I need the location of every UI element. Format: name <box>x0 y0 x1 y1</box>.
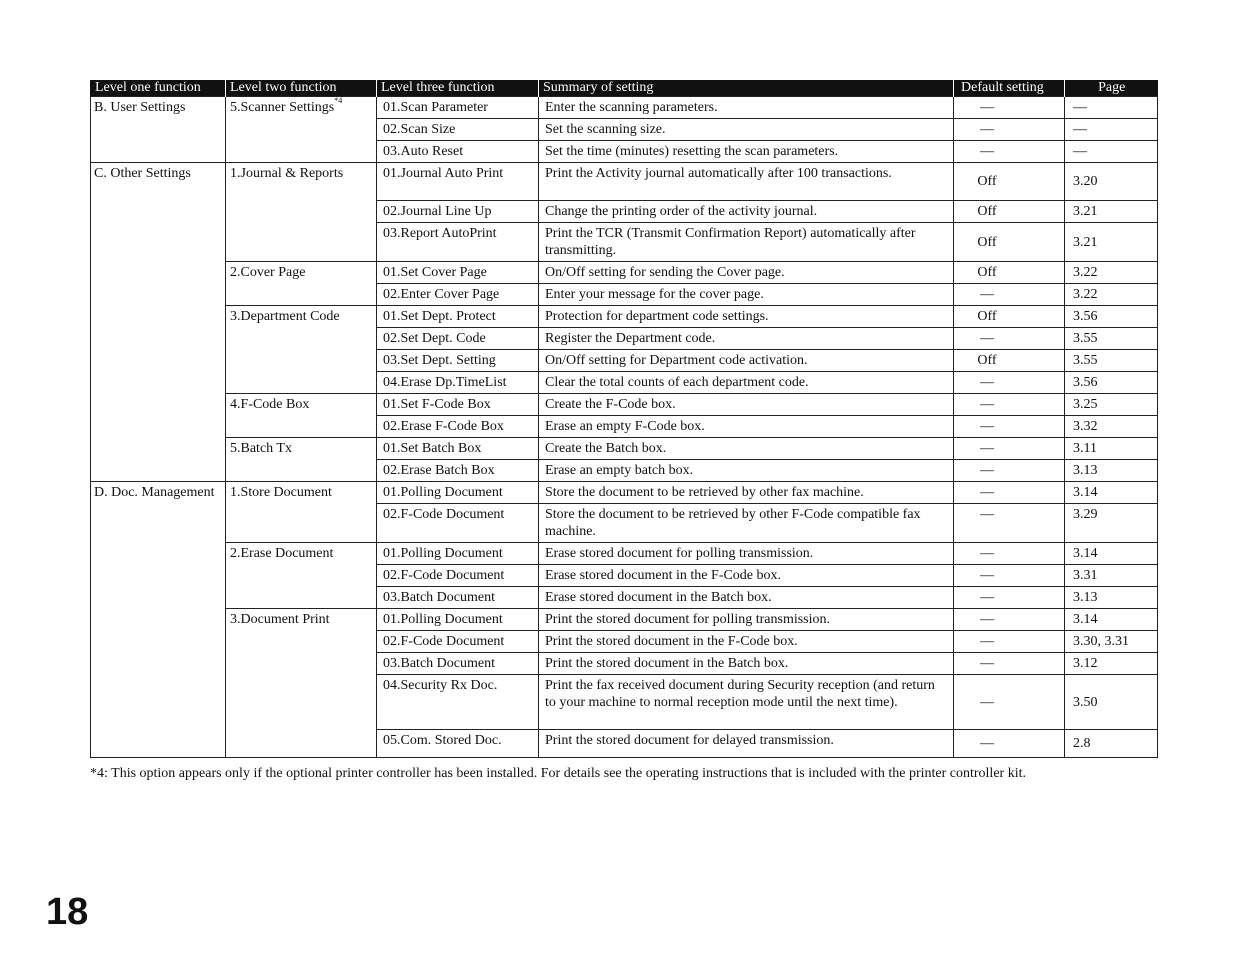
summary-cell: Change the printing order of the activity journal. <box>539 201 954 223</box>
default-setting-cell: — <box>954 460 1065 482</box>
default-setting-cell: — <box>954 416 1065 438</box>
page-cell: 3.30, 3.31 <box>1065 631 1158 653</box>
summary-cell: Print the Activity journal automatically after 100 transactions. <box>539 163 954 201</box>
level-two-cell <box>226 609 377 758</box>
level-three-cell: 02.Erase F-Code Box <box>377 416 539 438</box>
level-three-cell: 03.Batch Document <box>377 653 539 675</box>
default-setting-cell: — <box>954 284 1065 306</box>
level-three-cell: 01.Set Cover Page <box>377 262 539 284</box>
default-setting-cell: Off <box>954 262 1065 284</box>
summary-cell: Erase an empty batch box. <box>539 460 954 482</box>
table-row <box>91 97 1158 119</box>
level-three-cell: 02.F-Code Document <box>377 504 539 543</box>
footnote: *4: This option appears only if the optional printer controller has been installed. For details see the operating instructions that is included with the printer controller kit. <box>90 766 1026 781</box>
table-body <box>91 97 1158 758</box>
page-cell: 3.56 <box>1065 306 1158 328</box>
level-three-cell: 01.Scan Parameter <box>377 97 539 119</box>
page-cell: 3.13 <box>1065 460 1158 482</box>
level-three-cell: 04.Erase Dp.TimeList <box>377 372 539 394</box>
level-three-cell: 05.Com. Stored Doc. <box>377 730 539 758</box>
default-setting-cell: — <box>954 482 1065 504</box>
page-cell: 3.32 <box>1065 416 1158 438</box>
level-one-cell: D. Doc. Management <box>91 482 226 758</box>
level-two-label: 3.Department Code <box>230 309 340 324</box>
level-two-label: 5.Batch Tx <box>230 441 292 456</box>
summary-cell: Create the Batch box. <box>539 438 954 460</box>
summary-cell: On/Off setting for Department code activation. <box>539 350 954 372</box>
default-setting-cell: Off <box>954 306 1065 328</box>
level-two-cell <box>226 438 377 482</box>
page-cell: 3.11 <box>1065 438 1158 460</box>
default-setting-cell: — <box>954 609 1065 631</box>
level-three-cell: 02.Scan Size <box>377 119 539 141</box>
level-two-cell <box>226 163 377 262</box>
header-level-one: Level one function <box>91 80 226 97</box>
level-two-cell <box>226 306 377 394</box>
table-row <box>91 543 1158 565</box>
page-cell: 3.21 <box>1065 201 1158 223</box>
level-two-label: 4.F-Code Box <box>230 397 310 412</box>
page-cell: 3.22 <box>1065 284 1158 306</box>
page-cell: 3.55 <box>1065 350 1158 372</box>
default-setting-cell: Off <box>954 201 1065 223</box>
level-two-label: 3.Document Print <box>230 612 330 627</box>
header-summary: Summary of setting <box>539 80 954 97</box>
default-setting-cell: — <box>954 587 1065 609</box>
summary-cell: Enter the scanning parameters. <box>539 97 954 119</box>
summary-cell: Clear the total counts of each department code. <box>539 372 954 394</box>
summary-cell: Erase stored document in the F-Code box. <box>539 565 954 587</box>
level-two-cell <box>226 262 377 306</box>
level-two-label: 1.Store Document <box>230 485 332 500</box>
page-cell: — <box>1065 141 1158 163</box>
level-two-label: 5.Scanner Settings <box>230 100 335 115</box>
summary-cell: Print the stored document in the F-Code box. <box>539 631 954 653</box>
summary-cell: Register the Department code. <box>539 328 954 350</box>
default-setting-cell: — <box>954 504 1065 543</box>
summary-cell: Protection for department code settings. <box>539 306 954 328</box>
level-three-cell: 01.Polling Document <box>377 543 539 565</box>
page-cell: 3.20 <box>1065 163 1158 201</box>
header-default: Default setting <box>954 80 1065 97</box>
page-cell: 3.56 <box>1065 372 1158 394</box>
summary-cell: Store the document to be retrieved by other F-Code compatible fax machine. <box>539 504 954 543</box>
level-one-cell: C. Other Settings <box>91 163 226 482</box>
summary-cell: Erase stored document for polling transmission. <box>539 543 954 565</box>
table-row <box>91 262 1158 284</box>
level-three-cell: 03.Auto Reset <box>377 141 539 163</box>
summary-cell: Print the TCR (Transmit Confirmation Report) automatically after transmitting. <box>539 223 954 262</box>
footnote-marker: *4 <box>334 96 343 106</box>
level-two-cell <box>226 482 377 543</box>
default-setting-cell: — <box>954 372 1065 394</box>
page-cell: 3.14 <box>1065 609 1158 631</box>
summary-cell: Erase an empty F-Code box. <box>539 416 954 438</box>
page-cell: 3.14 <box>1065 482 1158 504</box>
default-setting-cell: Off <box>954 223 1065 262</box>
table-row <box>91 438 1158 460</box>
level-three-cell: 01.Journal Auto Print <box>377 163 539 201</box>
default-setting-cell: — <box>954 394 1065 416</box>
default-setting-cell: — <box>954 675 1065 730</box>
table-row <box>91 306 1158 328</box>
page-cell: 3.12 <box>1065 653 1158 675</box>
summary-cell: Set the time (minutes) resetting the scan parameters. <box>539 141 954 163</box>
default-setting-cell: — <box>954 328 1065 350</box>
default-setting-cell: — <box>954 653 1065 675</box>
default-setting-cell: — <box>954 730 1065 758</box>
summary-cell: Print the stored document for polling transmission. <box>539 609 954 631</box>
summary-cell: Erase stored document in the Batch box. <box>539 587 954 609</box>
page-cell: 3.31 <box>1065 565 1158 587</box>
default-setting-cell: — <box>954 565 1065 587</box>
page-cell: 3.29 <box>1065 504 1158 543</box>
default-setting-cell: — <box>954 631 1065 653</box>
table-row <box>91 394 1158 416</box>
default-setting-cell: — <box>954 141 1065 163</box>
level-three-cell: 01.Set F-Code Box <box>377 394 539 416</box>
level-three-cell: 02.Erase Batch Box <box>377 460 539 482</box>
page-cell: 3.55 <box>1065 328 1158 350</box>
level-three-cell: 01.Polling Document <box>377 609 539 631</box>
level-three-cell: 01.Set Dept. Protect <box>377 306 539 328</box>
level-three-cell: 04.Security Rx Doc. <box>377 675 539 730</box>
table-row <box>91 609 1158 631</box>
level-three-cell: 02.Set Dept. Code <box>377 328 539 350</box>
default-setting-cell: — <box>954 119 1065 141</box>
page-cell: 3.50 <box>1065 675 1158 730</box>
summary-cell: On/Off setting for sending the Cover page. <box>539 262 954 284</box>
summary-cell: Print the fax received document during Security reception (and return to your machine to normal reception mode until the next time). <box>539 675 954 730</box>
page-cell: — <box>1065 119 1158 141</box>
table-header <box>91 80 1158 97</box>
level-two-cell <box>226 394 377 438</box>
summary-cell: Print the stored document for delayed transmission. <box>539 730 954 758</box>
level-three-cell: 02.Enter Cover Page <box>377 284 539 306</box>
summary-cell: Set the scanning size. <box>539 119 954 141</box>
page-cell: 3.25 <box>1065 394 1158 416</box>
level-three-cell: 02.F-Code Document <box>377 565 539 587</box>
summary-cell: Print the stored document in the Batch box. <box>539 653 954 675</box>
page-cell: 2.8 <box>1065 730 1158 758</box>
level-two-label: 2.Erase Document <box>230 546 334 561</box>
default-setting-cell: Off <box>954 163 1065 201</box>
level-two-cell <box>226 97 377 163</box>
level-two-label: 2.Cover Page <box>230 265 306 280</box>
page-cell: 3.13 <box>1065 587 1158 609</box>
header-page: Page <box>1065 80 1158 97</box>
level-three-cell: 03.Batch Document <box>377 587 539 609</box>
level-three-cell: 02.F-Code Document <box>377 631 539 653</box>
level-three-cell: 01.Set Batch Box <box>377 438 539 460</box>
default-setting-cell: — <box>954 97 1065 119</box>
page-cell: — <box>1065 97 1158 119</box>
level-two-label: 1.Journal & Reports <box>230 166 344 181</box>
summary-cell: Store the document to be retrieved by other fax machine. <box>539 482 954 504</box>
settings-table <box>90 80 1158 758</box>
table-row <box>91 163 1158 201</box>
summary-cell: Enter your message for the cover page. <box>539 284 954 306</box>
summary-cell: Create the F-Code box. <box>539 394 954 416</box>
level-three-cell: 03.Set Dept. Setting <box>377 350 539 372</box>
level-three-cell: 02.Journal Line Up <box>377 201 539 223</box>
level-three-cell: 01.Polling Document <box>377 482 539 504</box>
header-level-two: Level two function <box>226 80 377 97</box>
page-cell: 3.14 <box>1065 543 1158 565</box>
header-level-three: Level three function <box>377 80 539 97</box>
default-setting-cell: — <box>954 438 1065 460</box>
default-setting-cell: — <box>954 543 1065 565</box>
page-cell: 3.21 <box>1065 223 1158 262</box>
level-one-cell: B. User Settings <box>91 97 226 163</box>
page-cell: 3.22 <box>1065 262 1158 284</box>
level-three-cell: 03.Report AutoPrint <box>377 223 539 262</box>
default-setting-cell: Off <box>954 350 1065 372</box>
page-number: 18 <box>46 891 89 933</box>
table-row <box>91 482 1158 504</box>
level-two-cell <box>226 543 377 609</box>
